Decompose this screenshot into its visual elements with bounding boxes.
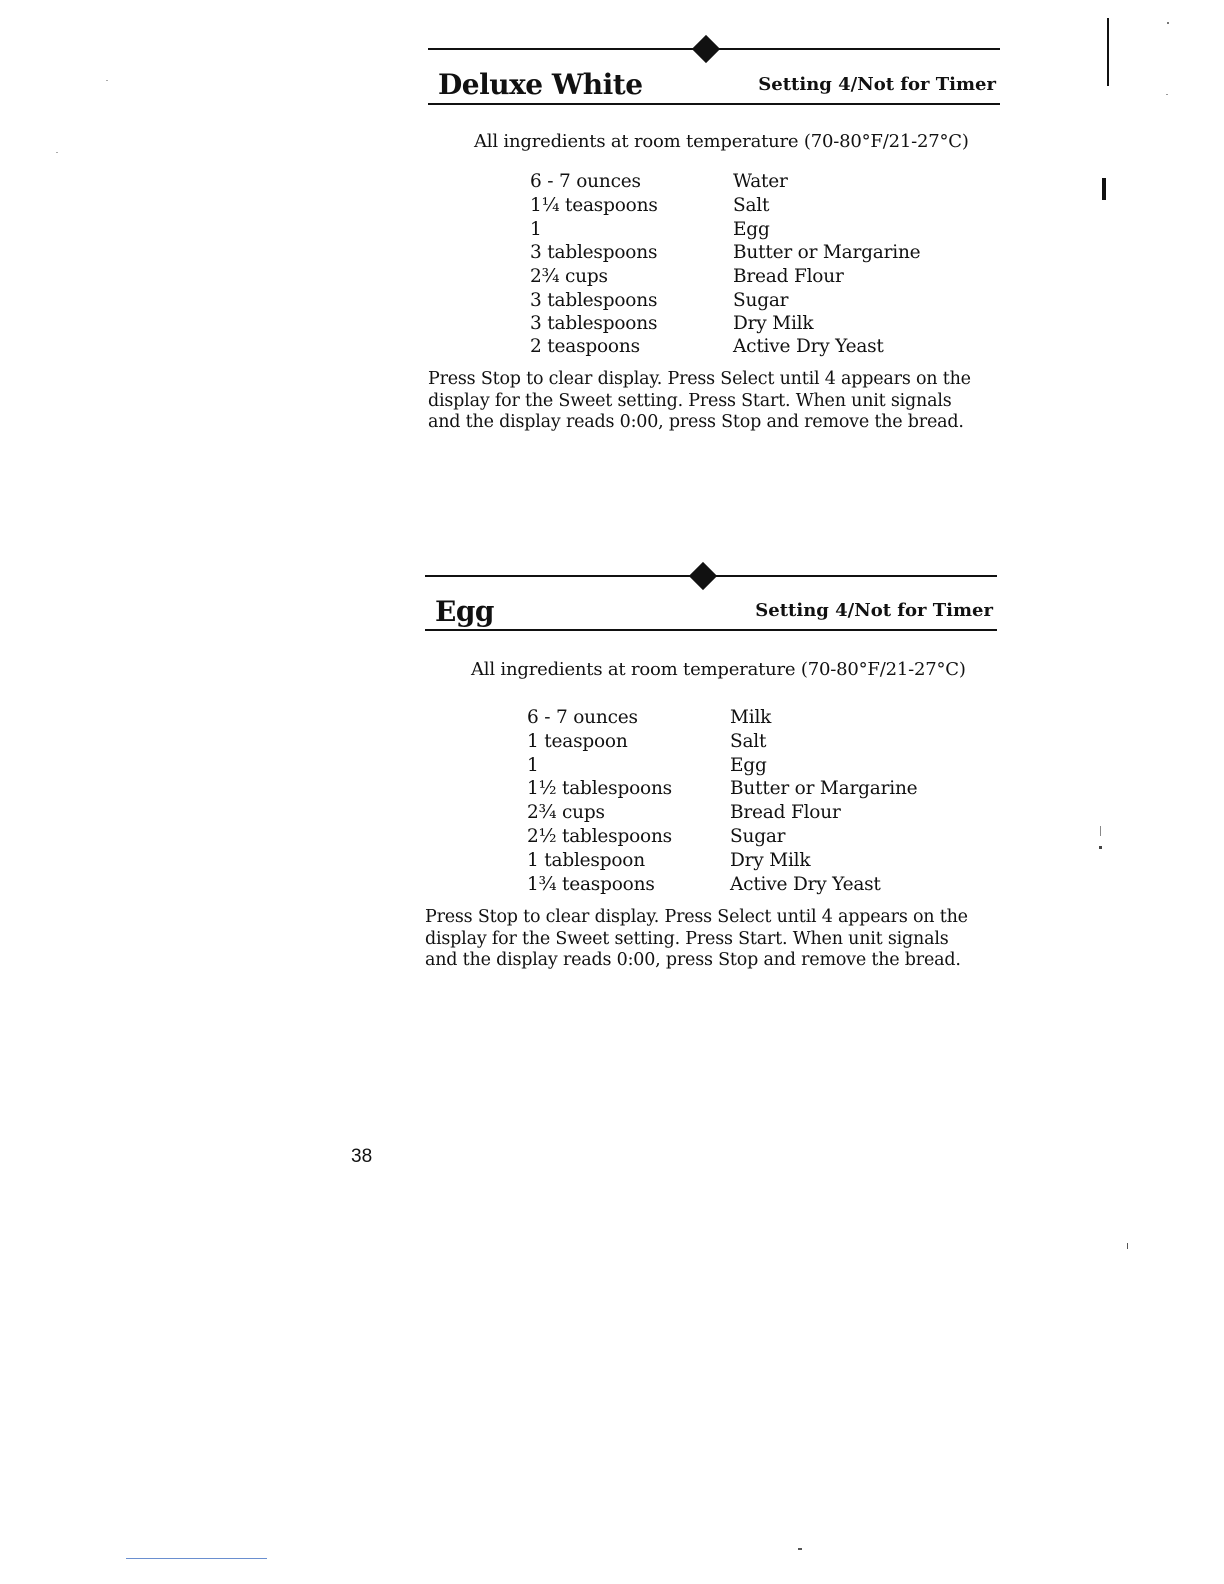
- scan-mark: [1127, 1243, 1128, 1249]
- recipe-setting: Setting 4/Not for Timer: [755, 600, 993, 621]
- title-underline: [425, 629, 997, 631]
- ingredient-quantity: 2 teaspoons: [530, 336, 640, 357]
- recipe-title: Egg: [435, 595, 494, 628]
- recipe-egg: [425, 557, 997, 987]
- ingredient-quantity: 6 - 7 ounces: [530, 171, 641, 192]
- scan-mark: [56, 152, 58, 153]
- ingredient-quantity: 2¾ cups: [527, 802, 605, 823]
- ingredient-row: [425, 755, 997, 779]
- scan-mark: [126, 1558, 267, 1559]
- ingredient-quantity: 3 tablespoons: [530, 242, 658, 263]
- ingredient-row: [425, 707, 997, 731]
- temperature-note: All ingredients at room temperature (70-80°F/21-27°C): [471, 659, 966, 680]
- ingredient-row: [425, 874, 997, 898]
- ingredient-row: [425, 826, 997, 850]
- scan-mark: [1100, 826, 1101, 836]
- ingredient-row: [428, 313, 1000, 337]
- ingredient-quantity: 1: [527, 755, 539, 776]
- ingredient-quantity: 1¼ teaspoons: [530, 195, 658, 216]
- scan-mark: [106, 80, 108, 81]
- scan-mark: [1107, 18, 1109, 86]
- ingredient-name: Bread Flour: [733, 266, 844, 287]
- recipe-deluxe-white: [428, 30, 1000, 450]
- diamond-ornament-icon: [689, 562, 717, 590]
- ingredient-name: Active Dry Yeast: [733, 336, 884, 357]
- ingredient-row: [428, 242, 1000, 266]
- title-underline: [428, 103, 1000, 105]
- ingredient-quantity: 3 tablespoons: [530, 290, 658, 311]
- recipe-setting: Setting 4/Not for Timer: [758, 74, 996, 95]
- temperature-note: All ingredients at room temperature (70-80°F/21-27°C): [474, 131, 969, 152]
- scan-mark: [1166, 94, 1168, 95]
- scan-mark: [798, 1548, 802, 1550]
- ingredient-name: Salt: [730, 731, 767, 752]
- ingredient-row: [428, 336, 1000, 360]
- recipe-title: Deluxe White: [438, 68, 643, 101]
- ingredient-quantity: 1¾ teaspoons: [527, 874, 655, 895]
- ingredient-name: Butter or Margarine: [730, 778, 918, 799]
- ingredient-name: Butter or Margarine: [733, 242, 921, 263]
- ingredient-name: Active Dry Yeast: [730, 874, 881, 895]
- ingredient-quantity: 2¾ cups: [530, 266, 608, 287]
- ingredient-name: Salt: [733, 195, 770, 216]
- ingredient-name: Water: [733, 171, 788, 192]
- diamond-ornament-icon: [692, 35, 720, 63]
- ingredient-quantity: 6 - 7 ounces: [527, 707, 638, 728]
- ingredient-row: [428, 195, 1000, 219]
- ingredient-row: [428, 266, 1000, 290]
- ingredient-name: Dry Milk: [730, 850, 811, 871]
- ingredient-row: [428, 219, 1000, 243]
- recipe-instructions: Press Stop to clear display. Press Select until 4 appears on the display for the Sweet setting. Press Start. When unit signals and the display reads 0:00, press Stop and remove the bread.: [428, 369, 971, 432]
- ingredient-row: [425, 731, 997, 755]
- ingredient-row: [425, 778, 997, 802]
- scan-mark: [1099, 846, 1102, 849]
- ingredient-quantity: 1: [530, 219, 542, 240]
- ingredient-quantity: 1 tablespoon: [527, 850, 645, 871]
- scan-mark: [1167, 22, 1169, 24]
- ingredient-row: [428, 290, 1000, 314]
- ingredient-name: Sugar: [733, 290, 789, 311]
- ingredient-name: Sugar: [730, 826, 786, 847]
- ingredient-name: Dry Milk: [733, 313, 814, 334]
- ingredient-row: [425, 850, 997, 874]
- ingredient-name: Bread Flour: [730, 802, 841, 823]
- scan-mark: [1102, 178, 1106, 200]
- ingredient-quantity: 2½ tablespoons: [527, 826, 672, 847]
- ingredient-quantity: 3 tablespoons: [530, 313, 658, 334]
- ingredient-row: [428, 171, 1000, 195]
- ingredient-name: Egg: [730, 755, 767, 776]
- ingredient-row: [425, 802, 997, 826]
- recipe-instructions: Press Stop to clear display. Press Select until 4 appears on the display for the Sweet setting. Press Start. When unit signals and the display reads 0:00, press Stop and remove the bread.: [425, 907, 968, 970]
- ingredient-name: Egg: [733, 219, 770, 240]
- ingredient-quantity: 1½ tablespoons: [527, 778, 672, 799]
- ingredient-quantity: 1 teaspoon: [527, 731, 628, 752]
- page-number: 38: [351, 1146, 373, 1167]
- ingredient-name: Milk: [730, 707, 772, 728]
